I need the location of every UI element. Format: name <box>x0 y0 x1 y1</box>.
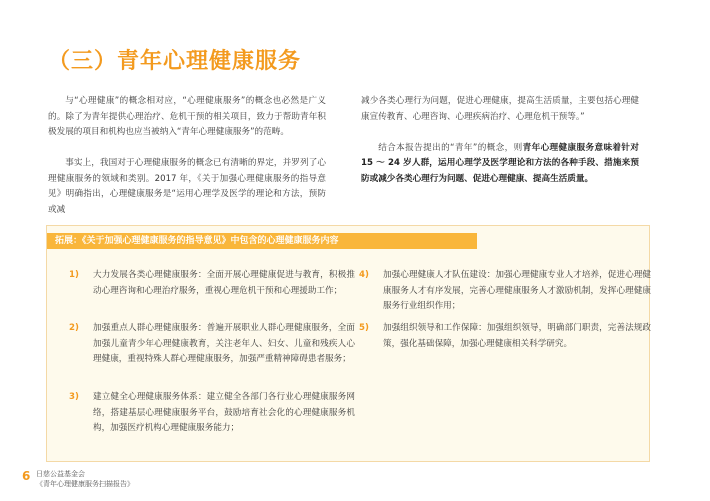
extension-title-bar <box>47 233 477 249</box>
page-number: 6 <box>22 469 31 483</box>
item-text: 建立健全心理健康服务体系：建立健全各部门各行业心理健康服务网络，搭建基层心理健康服务平台，鼓励培育社会化的心理健康服务机构，加强医疗机构心理健康服务能力； <box>93 392 355 433</box>
footer-report-title: 《青年心理健康服务扫描报告》 <box>36 480 134 488</box>
list-item <box>69 268 355 299</box>
list-item <box>69 390 355 437</box>
section-heading: （三）青年心理健康服务 <box>48 49 302 74</box>
paragraph: 与“心理健康”的概念相对应，“心理健康服务”的概念也必然是广义的。除了为青年提供心理治疗、危机干预的相关项目，致力于帮助青年积极发展的项目和机构也应当被纳入“青年心理健康服务”的范畴。 <box>48 96 326 137</box>
item-text: 大力发展各类心理健康服务：全面开展心理健康促进与教育，积极推动心理咨询和心理治疗服务，重视心理危机干预和心理援助工作； <box>93 270 355 296</box>
right-text-column <box>361 94 639 203</box>
item-number: 5) <box>359 323 369 333</box>
left-text-column <box>48 94 326 234</box>
list-item <box>359 268 651 315</box>
extension-box <box>46 225 650 462</box>
paragraph-text: 结合本报告提出的“青年”的概念，则 <box>378 142 523 153</box>
extension-title: 拓展：《关于加强心理健康服务的指导意见》中包含的心理健康服务内容 <box>55 236 339 246</box>
list-item <box>359 321 651 352</box>
paragraph-continuation: 减少各类心理行为问题，促进心理健康，提高生活质量，主要包括心理健康宣传教育、心理咨询、心理疾病治疗、心理危机干预等。” <box>361 96 639 122</box>
item-number: 4) <box>359 270 369 280</box>
item-text: 加强组织领导和工作保障：加强组织领导，明确部门职责，完善法规政策，强化基础保障，加强心理健康相关科学研究。 <box>383 323 651 349</box>
item-text: 加强心理健康人才队伍建设：加强心理健康专业人才培养，促进心理健康服务人才有序发展，完善心理健康服务人才激励机制，发挥心理健康服务行业组织作用； <box>383 270 651 311</box>
paragraph <box>361 141 639 188</box>
item-number: 2) <box>69 323 79 333</box>
item-text: 加强重点人群心理健康服务：普遍开展职业人群心理健康服务，全面加强儿童青少年心理健康教育，关注老年人、妇女、儿童和残疾人心理健康，重视特殊人群心理健康服务，加强严重精神障碍患者服务； <box>93 323 355 364</box>
list-item <box>69 321 355 368</box>
emphasized-definition: 青年心理健康服务意味着针对 15 ～ 24 岁人群，运用心理学及医学理论和方法的各种手段、措施来预防或减少各类心理行为问题、促进心理健康、提高生活质量。 <box>361 142 639 184</box>
item-number: 1) <box>69 270 79 280</box>
paragraph: 事实上，我国对于心理健康服务的概念已有清晰的界定，并罗列了心理健康服务的领域和类别。2017 年，《关于加强心理健康服务的指导意见》明确指出，心理健康服务是“运用心理学及医学的理论和方法，预防或减 <box>48 158 326 215</box>
footer-organization: 日慈公益基金会 <box>36 470 85 478</box>
item-number: 3) <box>69 392 79 402</box>
